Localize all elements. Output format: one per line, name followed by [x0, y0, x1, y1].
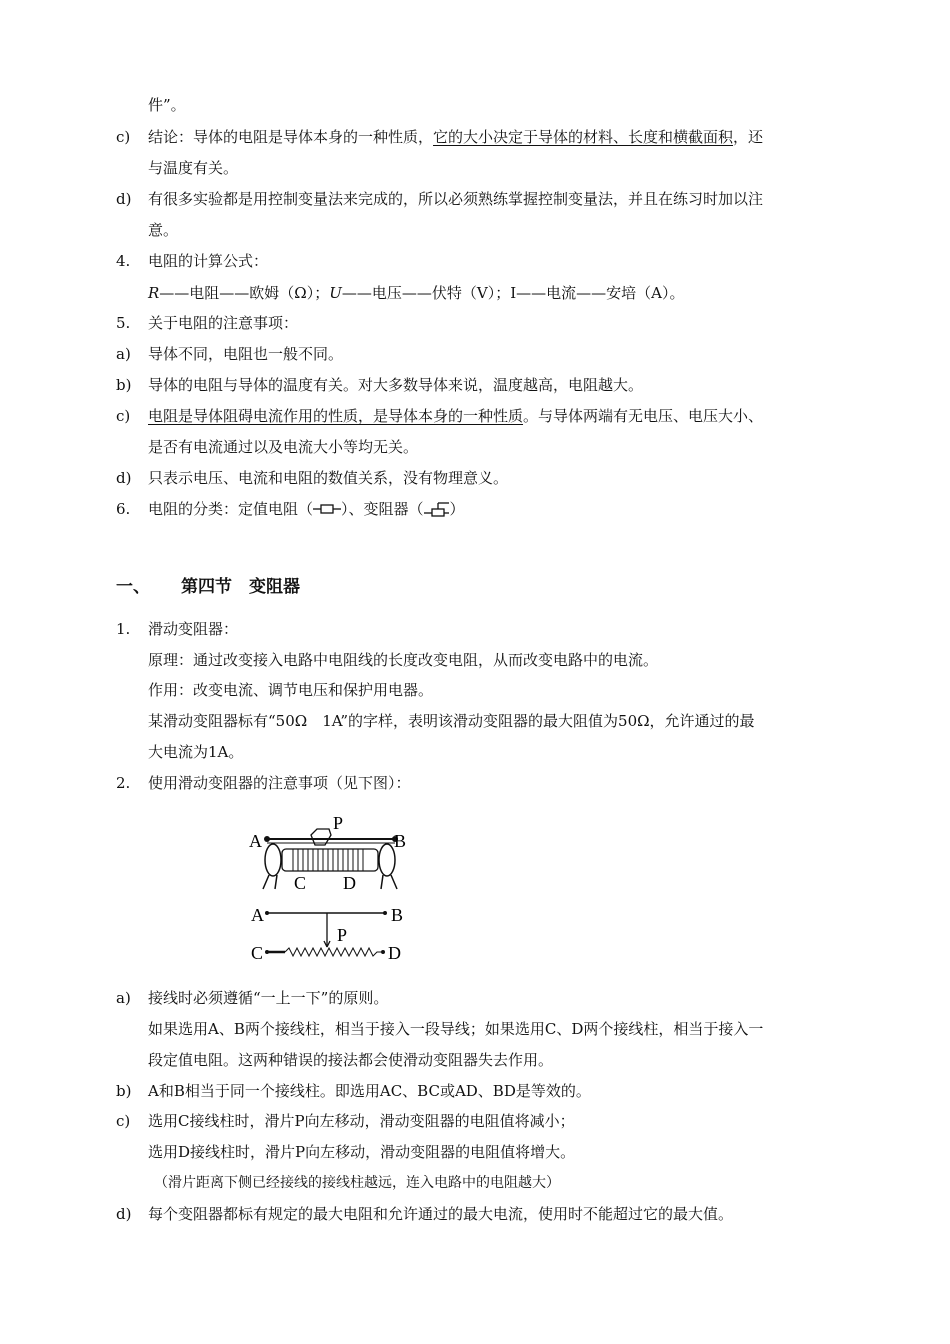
item-text	[148, 406, 763, 426]
symbol-u: U	[329, 284, 342, 302]
item-text: 关于电阻的注意事项：	[148, 314, 299, 332]
text: 是否有电流通过以及电流大小等均无关。	[148, 438, 419, 456]
text: 原理：通过改变接入电路中电阻线的长度改变电阻，从而改变电路中的电流。	[148, 651, 659, 669]
text: ）、变阻器（	[341, 500, 424, 518]
item-text: 电阻的计算公式：	[148, 252, 269, 270]
item-text: A和B相当于同一个接线柱。即选用AC、BC或AD、BD是等效的。	[148, 1082, 591, 1100]
label-a-top: A	[249, 831, 262, 851]
item-marker: b)	[116, 376, 132, 394]
label-d: D	[388, 943, 401, 963]
label-b: B	[391, 905, 404, 925]
text: ）	[449, 500, 465, 518]
text: 电阻的分类：定值电阻（	[148, 500, 314, 518]
section-title: 第四节 变阻器	[181, 577, 300, 597]
label-a: A	[251, 905, 264, 925]
rheostat-device	[263, 829, 398, 889]
item-marker: 5.	[116, 314, 131, 332]
symbol-r: R	[148, 284, 160, 302]
item-text: 只表示电压、电流和电阻的数值关系，没有物理意义。	[148, 469, 509, 487]
text: ——电阻——欧姆（Ω）；	[159, 284, 330, 302]
text: 选用D接线柱时，滑片P向左移动，滑动变阻器的电阻值将增大。	[148, 1143, 576, 1161]
formula	[148, 283, 684, 303]
text: 件”。	[148, 96, 186, 114]
rheostat-diagram	[245, 805, 420, 965]
label-p-top: P	[333, 813, 344, 833]
item-text: 使用滑动变阻器的注意事项（见下图）：	[148, 774, 411, 792]
note-text: （滑片距离下侧已经接线的接线柱越远，连入电路中的电阻越大）	[154, 1175, 560, 1191]
text: 大电流为1A。	[148, 743, 244, 761]
item-marker: b)	[116, 1082, 132, 1100]
text: 作用：改变电流、调节电压和保护用电器。	[148, 681, 434, 699]
item-text	[148, 127, 763, 147]
text: 。与导体两端有无电压、电压大小、	[523, 407, 764, 425]
item-marker: d)	[116, 1205, 132, 1223]
text: 意。	[148, 221, 179, 239]
item-marker: d)	[116, 190, 132, 208]
text: 段定值电阻。这两种错误的接法都会使滑动变阻器失去作用。	[148, 1051, 554, 1069]
item-marker: a)	[116, 345, 131, 363]
item-marker: 4.	[116, 252, 131, 270]
text: ——电压——伏特（V）；I——电流——安培（A）。	[341, 284, 685, 302]
label-b-top: B	[394, 831, 407, 851]
rheostat-schematic	[265, 911, 387, 956]
item-text: 选用C接线柱时，滑片P向左移动，滑动变阻器的电阻值将减小；	[148, 1112, 575, 1130]
text: 如果选用A、B两个接线柱，相当于接入一段导线；如果选用C、D两个接线柱，相当于接入一	[148, 1020, 764, 1038]
item-text: 每个变阻器都标有规定的最大电阻和允许通过的最大电流，使用时不能超过它的最大值。	[148, 1205, 734, 1223]
item-text	[148, 499, 465, 519]
item-marker: 2.	[116, 774, 131, 792]
item-marker: d)	[116, 469, 132, 487]
item-text: 导体的电阻与导体的温度有关。对大多数导体来说，温度越高，电阻越大。	[148, 376, 644, 394]
item-text: 接线时必须遵循“一上一下”的原则。	[148, 989, 389, 1007]
item-marker: c)	[116, 128, 131, 146]
label-c: C	[251, 943, 264, 963]
label-c-top: C	[294, 873, 307, 893]
underlined-text: 它的大小决定于导体的材料、长度和横截面积	[433, 128, 734, 146]
label-p: P	[337, 925, 348, 945]
item-text: 有很多实验都是用控制变量法来完成的，所以必须熟练掌握控制变量法，并且在练习时加以注	[148, 190, 764, 208]
item-marker: 6.	[116, 500, 131, 518]
text: 与温度有关。	[148, 159, 239, 177]
text: ，还	[733, 128, 764, 146]
item-marker: c)	[116, 1112, 131, 1130]
text: 结论：导体的电阻是导体本身的一种性质，	[148, 128, 434, 146]
item-marker: a)	[116, 989, 131, 1007]
item-marker: 1.	[116, 620, 131, 638]
underlined-text: 电阻是导体阻碍电流作用的性质，是导体本身的一种性质	[148, 407, 524, 425]
rheostat-icon	[424, 501, 450, 517]
item-marker: c)	[116, 407, 131, 425]
fixed-resistor-icon	[313, 502, 341, 516]
label-d-top: D	[343, 873, 356, 893]
item-text: 导体不同，电阻也一般不同。	[148, 345, 344, 363]
item-text: 滑动变阻器：	[148, 620, 239, 638]
text: 某滑动变阻器标有“50Ω 1A”的字样，表明该滑动变阻器的最大阻值为50Ω，允许通过的最	[148, 712, 755, 730]
section-marker: 一、	[116, 577, 150, 597]
